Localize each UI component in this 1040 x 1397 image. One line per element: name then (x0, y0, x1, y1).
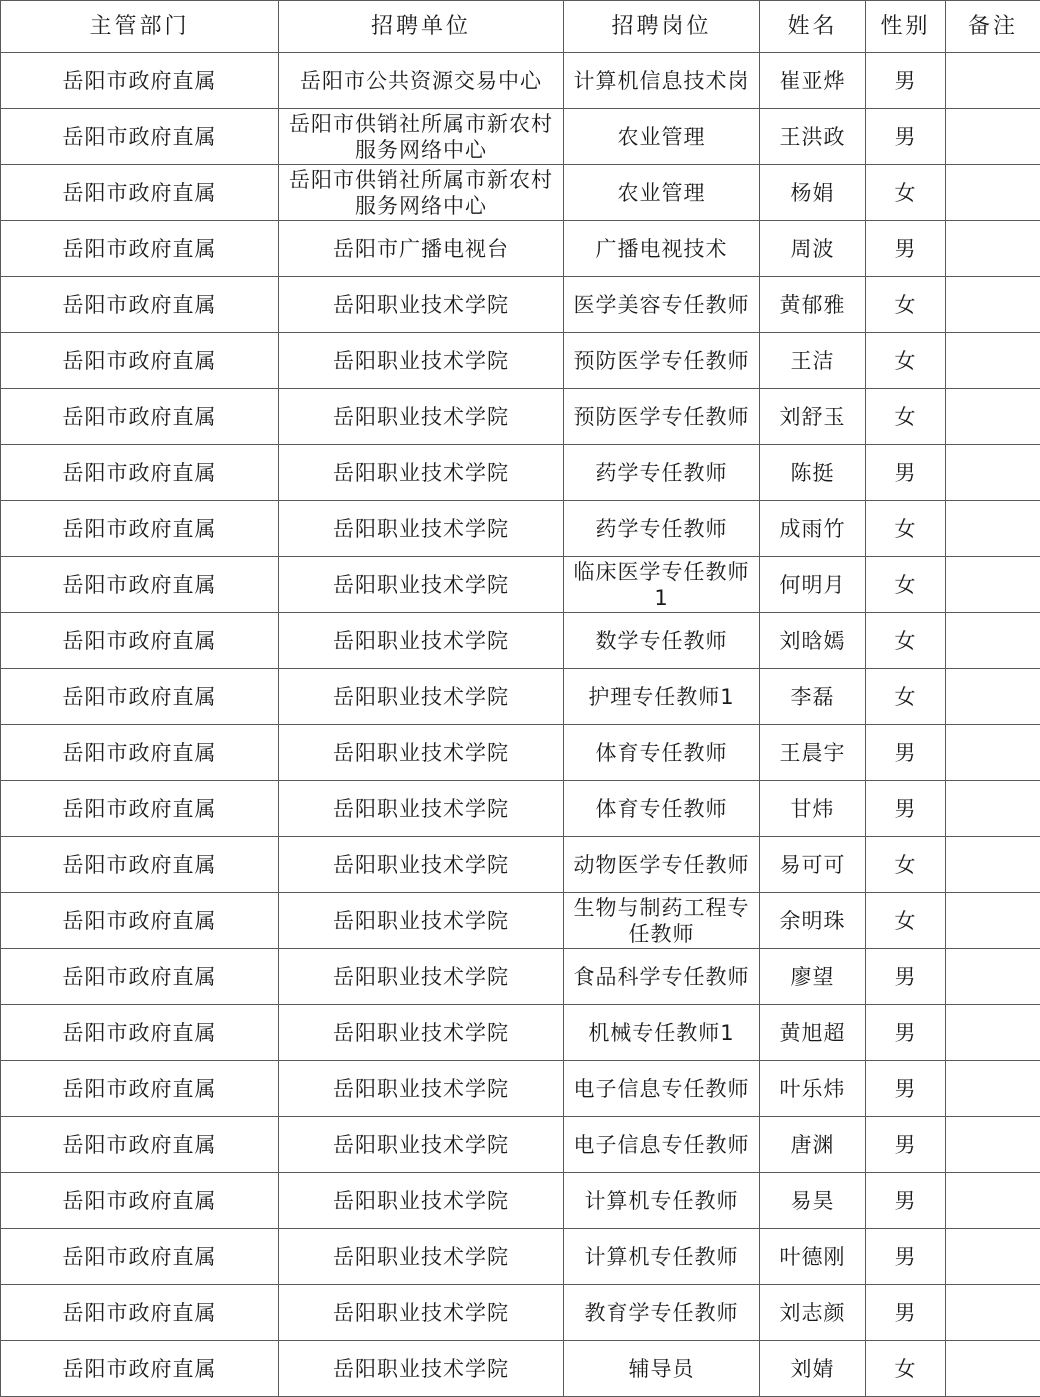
cell-department: 岳阳市政府直属 (1, 165, 279, 221)
cell-position: 电子信息专任教师 (564, 1117, 760, 1173)
cell-name: 成雨竹 (760, 501, 866, 557)
cell-remarks (946, 1341, 1040, 1397)
cell-gender: 女 (866, 613, 946, 669)
header-remarks: 备注 (946, 1, 1040, 53)
table-row (1, 333, 1040, 389)
cell-gender: 男 (866, 445, 946, 501)
cell-gender: 女 (866, 669, 946, 725)
table-row (1, 949, 1040, 1005)
cell-gender: 男 (866, 1229, 946, 1285)
cell-employer: 岳阳职业技术学院 (279, 1341, 564, 1397)
cell-position: 预防医学专任教师 (564, 389, 760, 445)
cell-remarks (946, 501, 1040, 557)
cell-name: 唐渊 (760, 1117, 866, 1173)
cell-name: 周波 (760, 221, 866, 277)
cell-name: 李磊 (760, 669, 866, 725)
cell-employer: 岳阳职业技术学院 (279, 893, 564, 949)
cell-employer: 岳阳职业技术学院 (279, 1005, 564, 1061)
cell-name: 叶德刚 (760, 1229, 866, 1285)
cell-position: 辅导员 (564, 1341, 760, 1397)
table-row (1, 53, 1040, 109)
table-row (1, 613, 1040, 669)
cell-employer: 岳阳职业技术学院 (279, 613, 564, 669)
cell-employer: 岳阳职业技术学院 (279, 277, 564, 333)
cell-gender: 女 (866, 389, 946, 445)
cell-position: 预防医学专任教师 (564, 333, 760, 389)
cell-employer: 岳阳职业技术学院 (279, 1173, 564, 1229)
cell-gender: 女 (866, 1341, 946, 1397)
cell-position: 数学专任教师 (564, 613, 760, 669)
cell-name: 王洪政 (760, 109, 866, 165)
cell-department: 岳阳市政府直属 (1, 53, 279, 109)
cell-name: 陈挺 (760, 445, 866, 501)
cell-position: 计算机专任教师 (564, 1229, 760, 1285)
cell-employer: 岳阳职业技术学院 (279, 557, 564, 613)
table-row (1, 1061, 1040, 1117)
cell-employer: 岳阳职业技术学院 (279, 1061, 564, 1117)
cell-position: 体育专任教师 (564, 781, 760, 837)
table-body (1, 53, 1040, 1397)
cell-position: 动物医学专任教师 (564, 837, 760, 893)
cell-department: 岳阳市政府直属 (1, 781, 279, 837)
cell-gender: 男 (866, 949, 946, 1005)
table-row (1, 893, 1040, 949)
cell-gender: 女 (866, 501, 946, 557)
cell-remarks (946, 109, 1040, 165)
cell-position: 农业管理 (564, 109, 760, 165)
cell-department: 岳阳市政府直属 (1, 277, 279, 333)
cell-employer: 岳阳职业技术学院 (279, 445, 564, 501)
cell-gender: 男 (866, 1061, 946, 1117)
table-row (1, 109, 1040, 165)
cell-gender: 女 (866, 837, 946, 893)
cell-remarks (946, 1005, 1040, 1061)
cell-remarks (946, 1117, 1040, 1173)
header-gender: 性别 (866, 1, 946, 53)
table-row (1, 1229, 1040, 1285)
cell-department: 岳阳市政府直属 (1, 1117, 279, 1173)
cell-name: 刘晗嫣 (760, 613, 866, 669)
cell-position: 生物与制药工程专任教师 (564, 893, 760, 949)
cell-name: 甘炜 (760, 781, 866, 837)
cell-employer: 岳阳职业技术学院 (279, 1229, 564, 1285)
cell-department: 岳阳市政府直属 (1, 557, 279, 613)
cell-gender: 男 (866, 1285, 946, 1341)
cell-gender: 女 (866, 165, 946, 221)
cell-remarks (946, 1061, 1040, 1117)
table-row (1, 1173, 1040, 1229)
cell-name: 崔亚烨 (760, 53, 866, 109)
cell-gender: 男 (866, 53, 946, 109)
table-row (1, 669, 1040, 725)
table-row (1, 165, 1040, 221)
cell-remarks (946, 53, 1040, 109)
table-row (1, 221, 1040, 277)
cell-name: 易昊 (760, 1173, 866, 1229)
cell-remarks (946, 557, 1040, 613)
cell-gender: 女 (866, 277, 946, 333)
cell-department: 岳阳市政府直属 (1, 445, 279, 501)
cell-position: 药学专任教师 (564, 445, 760, 501)
table-row (1, 1341, 1040, 1397)
cell-employer: 岳阳职业技术学院 (279, 837, 564, 893)
cell-employer: 岳阳职业技术学院 (279, 781, 564, 837)
cell-department: 岳阳市政府直属 (1, 837, 279, 893)
cell-name: 王洁 (760, 333, 866, 389)
cell-name: 刘舒玉 (760, 389, 866, 445)
table-row (1, 837, 1040, 893)
cell-position: 计算机专任教师 (564, 1173, 760, 1229)
table-row (1, 501, 1040, 557)
cell-employer: 岳阳市供销社所属市新农村服务网络中心 (279, 109, 564, 165)
cell-name: 余明珠 (760, 893, 866, 949)
cell-gender: 男 (866, 781, 946, 837)
cell-remarks (946, 949, 1040, 1005)
cell-remarks (946, 837, 1040, 893)
cell-position: 体育专任教师 (564, 725, 760, 781)
cell-position: 临床医学专任教师1 (564, 557, 760, 613)
cell-gender: 男 (866, 1173, 946, 1229)
cell-name: 廖望 (760, 949, 866, 1005)
cell-name: 易可可 (760, 837, 866, 893)
cell-remarks (946, 893, 1040, 949)
cell-department: 岳阳市政府直属 (1, 1341, 279, 1397)
cell-remarks (946, 165, 1040, 221)
cell-name: 何明月 (760, 557, 866, 613)
table-row (1, 1117, 1040, 1173)
cell-department: 岳阳市政府直属 (1, 949, 279, 1005)
cell-remarks (946, 333, 1040, 389)
table-header (1, 1, 1040, 53)
cell-position: 机械专任教师1 (564, 1005, 760, 1061)
cell-department: 岳阳市政府直属 (1, 613, 279, 669)
cell-position: 医学美容专任教师 (564, 277, 760, 333)
cell-department: 岳阳市政府直属 (1, 725, 279, 781)
cell-remarks (946, 389, 1040, 445)
cell-gender: 男 (866, 221, 946, 277)
cell-name: 叶乐炜 (760, 1061, 866, 1117)
cell-employer: 岳阳市广播电视台 (279, 221, 564, 277)
cell-gender: 女 (866, 333, 946, 389)
cell-employer: 岳阳职业技术学院 (279, 1117, 564, 1173)
cell-name: 刘志颜 (760, 1285, 866, 1341)
cell-department: 岳阳市政府直属 (1, 333, 279, 389)
cell-department: 岳阳市政府直属 (1, 1229, 279, 1285)
cell-position: 农业管理 (564, 165, 760, 221)
cell-position: 护理专任教师1 (564, 669, 760, 725)
cell-position: 广播电视技术 (564, 221, 760, 277)
cell-name: 杨娟 (760, 165, 866, 221)
cell-department: 岳阳市政府直属 (1, 669, 279, 725)
header-name: 姓名 (760, 1, 866, 53)
cell-remarks (946, 669, 1040, 725)
cell-department: 岳阳市政府直属 (1, 501, 279, 557)
cell-name: 黄旭超 (760, 1005, 866, 1061)
cell-department: 岳阳市政府直属 (1, 1005, 279, 1061)
cell-remarks (946, 221, 1040, 277)
table-row (1, 389, 1040, 445)
cell-employer: 岳阳职业技术学院 (279, 669, 564, 725)
cell-gender: 男 (866, 109, 946, 165)
table-row (1, 277, 1040, 333)
cell-employer: 岳阳职业技术学院 (279, 725, 564, 781)
cell-gender: 男 (866, 1005, 946, 1061)
cell-gender: 男 (866, 1117, 946, 1173)
cell-department: 岳阳市政府直属 (1, 109, 279, 165)
cell-remarks (946, 445, 1040, 501)
cell-position: 食品科学专任教师 (564, 949, 760, 1005)
header-department: 主管部门 (1, 1, 279, 53)
cell-remarks (946, 725, 1040, 781)
header-employer: 招聘单位 (279, 1, 564, 53)
cell-remarks (946, 277, 1040, 333)
table-row (1, 725, 1040, 781)
header-position: 招聘岗位 (564, 1, 760, 53)
cell-remarks (946, 781, 1040, 837)
cell-department: 岳阳市政府直属 (1, 221, 279, 277)
cell-name: 王晨宇 (760, 725, 866, 781)
cell-gender: 女 (866, 557, 946, 613)
cell-position: 教育学专任教师 (564, 1285, 760, 1341)
cell-department: 岳阳市政府直属 (1, 389, 279, 445)
table-row (1, 1005, 1040, 1061)
cell-department: 岳阳市政府直属 (1, 893, 279, 949)
cell-name: 刘婧 (760, 1341, 866, 1397)
cell-employer: 岳阳市供销社所属市新农村服务网络中心 (279, 165, 564, 221)
cell-remarks (946, 1229, 1040, 1285)
cell-position: 药学专任教师 (564, 501, 760, 557)
cell-employer: 岳阳市公共资源交易中心 (279, 53, 564, 109)
cell-department: 岳阳市政府直属 (1, 1173, 279, 1229)
cell-employer: 岳阳职业技术学院 (279, 949, 564, 1005)
cell-gender: 女 (866, 893, 946, 949)
header-row (1, 1, 1040, 53)
cell-position: 电子信息专任教师 (564, 1061, 760, 1117)
cell-remarks (946, 1173, 1040, 1229)
table-row (1, 557, 1040, 613)
cell-employer: 岳阳职业技术学院 (279, 333, 564, 389)
cell-department: 岳阳市政府直属 (1, 1061, 279, 1117)
table-row (1, 445, 1040, 501)
cell-name: 黄郁雅 (760, 277, 866, 333)
cell-employer: 岳阳职业技术学院 (279, 1285, 564, 1341)
cell-remarks (946, 613, 1040, 669)
cell-employer: 岳阳职业技术学院 (279, 389, 564, 445)
cell-department: 岳阳市政府直属 (1, 1285, 279, 1341)
cell-gender: 男 (866, 725, 946, 781)
table-row (1, 781, 1040, 837)
cell-employer: 岳阳职业技术学院 (279, 501, 564, 557)
table-row (1, 1285, 1040, 1341)
cell-position: 计算机信息技术岗 (564, 53, 760, 109)
cell-remarks (946, 1285, 1040, 1341)
